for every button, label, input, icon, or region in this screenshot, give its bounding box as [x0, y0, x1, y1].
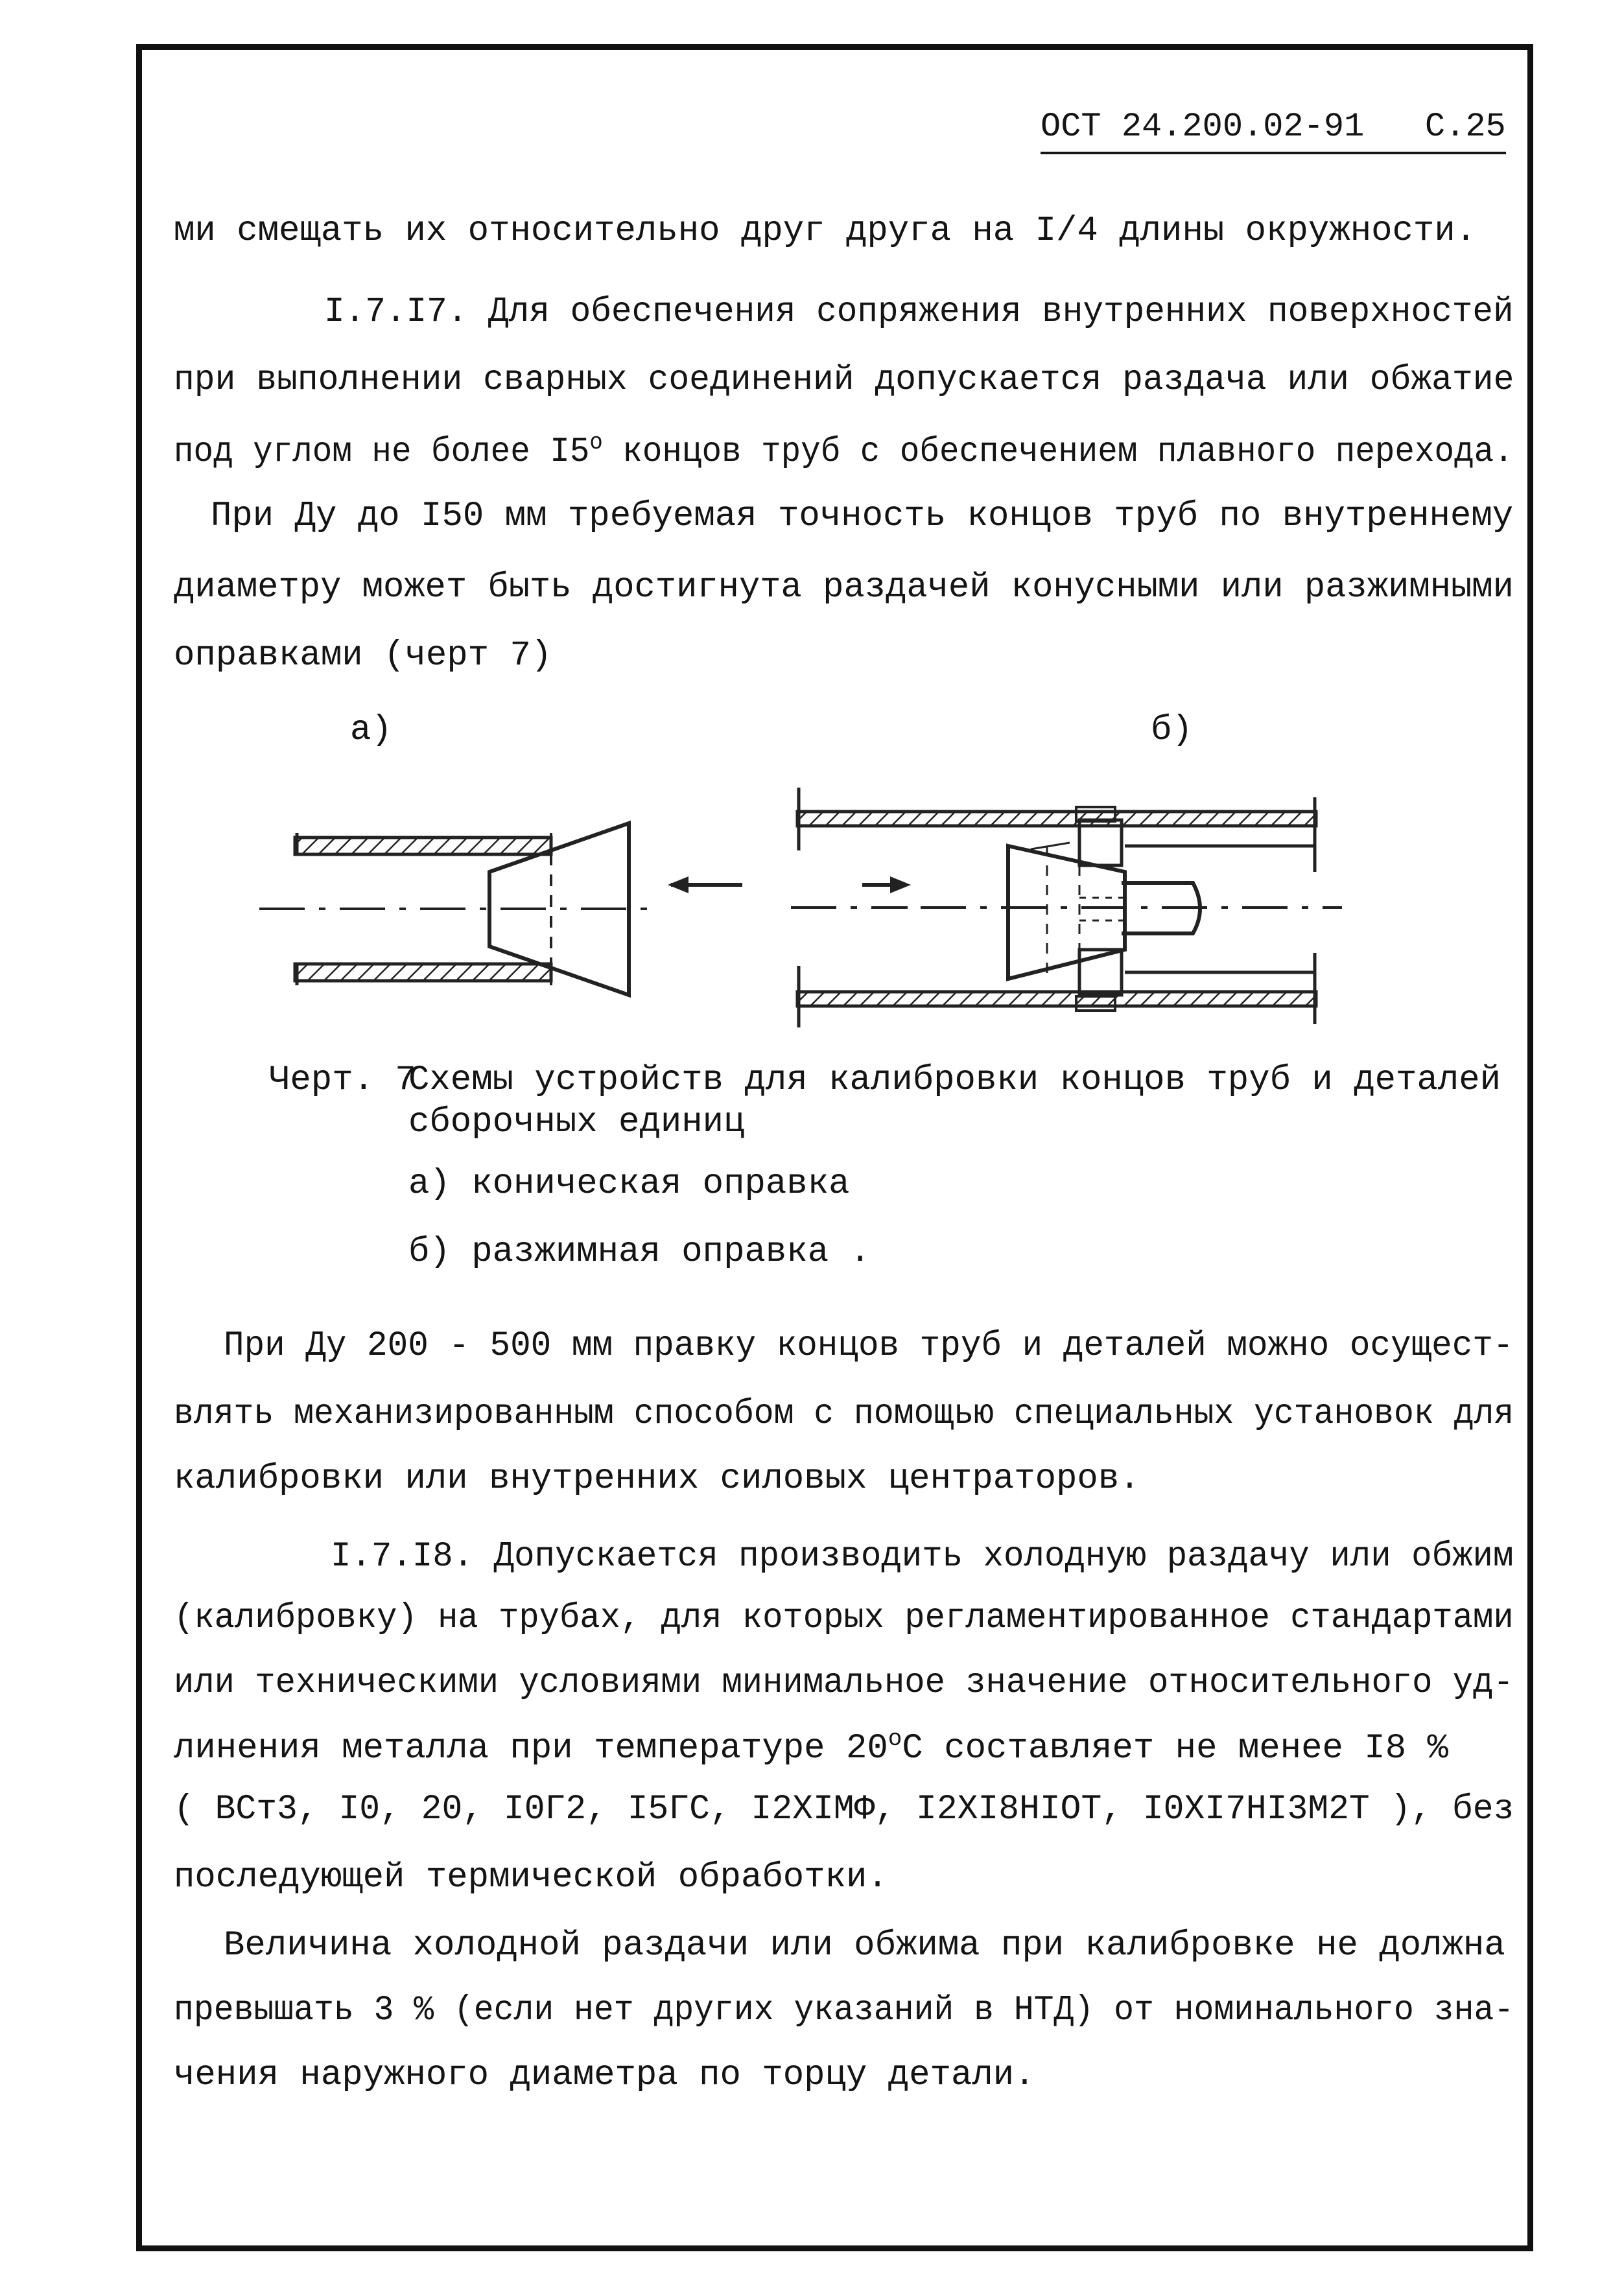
figure-item-b: б) разжимная оправка . — [408, 1232, 871, 1272]
figure-label-b: б) — [1151, 710, 1193, 750]
figure-caption-title-1: Схемы устройств для калибровки концов труб и деталей — [408, 1060, 1501, 1100]
degree-superscript-2: о — [888, 1726, 902, 1752]
text-line-10: калибровки или внутренних силовых центраторов. — [174, 1459, 1140, 1499]
page-number: С.25 — [1424, 108, 1506, 146]
pipe-wall-bottom-a — [295, 964, 551, 981]
arrow-right-icon — [862, 876, 911, 893]
document-code: ОСТ 24.200.02-91 — [1041, 108, 1365, 146]
figure-caption-number: Черт. 7 — [269, 1060, 416, 1100]
text-line-14 — [174, 1728, 1448, 1766]
diagram-b-expanding-mandrel — [791, 788, 1342, 1027]
text-line-2: I.7.I7. Для обеспечения сопряжения внутренних поверхностей — [324, 292, 1514, 332]
pipe-wall-top-b — [797, 812, 1316, 826]
text-line-7: оправками (черт 7) — [174, 636, 552, 675]
text-line-11: I.7.I8. Допускается производить холодную раздачу или обжим — [331, 1537, 1514, 1576]
text-line-4-end: концов труб с обеспечением плавного перехода. — [622, 432, 1514, 472]
pipe-wall-bottom-b — [797, 992, 1316, 1006]
figure-label-a: а) — [350, 710, 392, 750]
text-line-5: При Ду до I50 мм требуемая точность концов труб по внутреннему — [211, 497, 1514, 536]
pipe-wall-top-a — [295, 838, 551, 854]
text-line-1: ми смещать их относительно друг друга на I/4 длины окружности. — [174, 211, 1477, 251]
text-line-18: превышать 3 % (если нет других указаний в НТД) от номинального зна- — [174, 1991, 1514, 2030]
text-line-6: диаметру может быть достигнута раздачей конусными или разжимными — [174, 568, 1514, 607]
text-line-15: ( ВСт3, I0, 20, I0Г2, I5ГС, I2ХIМФ, I2ХI8НIОТ, I0ХI7НI3М2Т ), без — [174, 1790, 1514, 1829]
text-line-14-start: линения металла при температуре 20 — [174, 1729, 888, 1768]
degree-superscript: о — [589, 429, 603, 456]
text-line-8: При Ду 200 - 500 мм правку концов труб и деталей можно осущест- — [224, 1326, 1514, 1366]
text-line-4-start: под углом не более I5 — [174, 432, 590, 472]
text-line-19: чения наружного диаметра по торцу детали. — [174, 2056, 1035, 2095]
text-line-17: Величина холодной раздачи или обжима при калибровке не должна — [224, 1926, 1505, 1965]
text-line-12: (калибровку) на трубах, для которых регламентированное стандартами — [174, 1599, 1514, 1638]
figure-item-a: а) коническая оправка — [408, 1164, 850, 1204]
arrow-left-icon — [668, 876, 742, 893]
figure-caption-title-2: сборочных единиц — [408, 1103, 745, 1142]
text-line-3: при выполнении сварных соединений допускается раздача или обжатие — [174, 360, 1514, 400]
text-line-13: или техническими условиями минимальное значение относительного уд- — [174, 1663, 1514, 1703]
text-line-14-end: С составляет не менее I8 % — [902, 1729, 1448, 1768]
text-line-16: последующей термической обработки. — [174, 1858, 888, 1897]
diagram-a-conical-mandrel — [259, 823, 742, 995]
text-line-9: влять механизированным способом с помощью специальных установок для — [174, 1394, 1514, 1434]
